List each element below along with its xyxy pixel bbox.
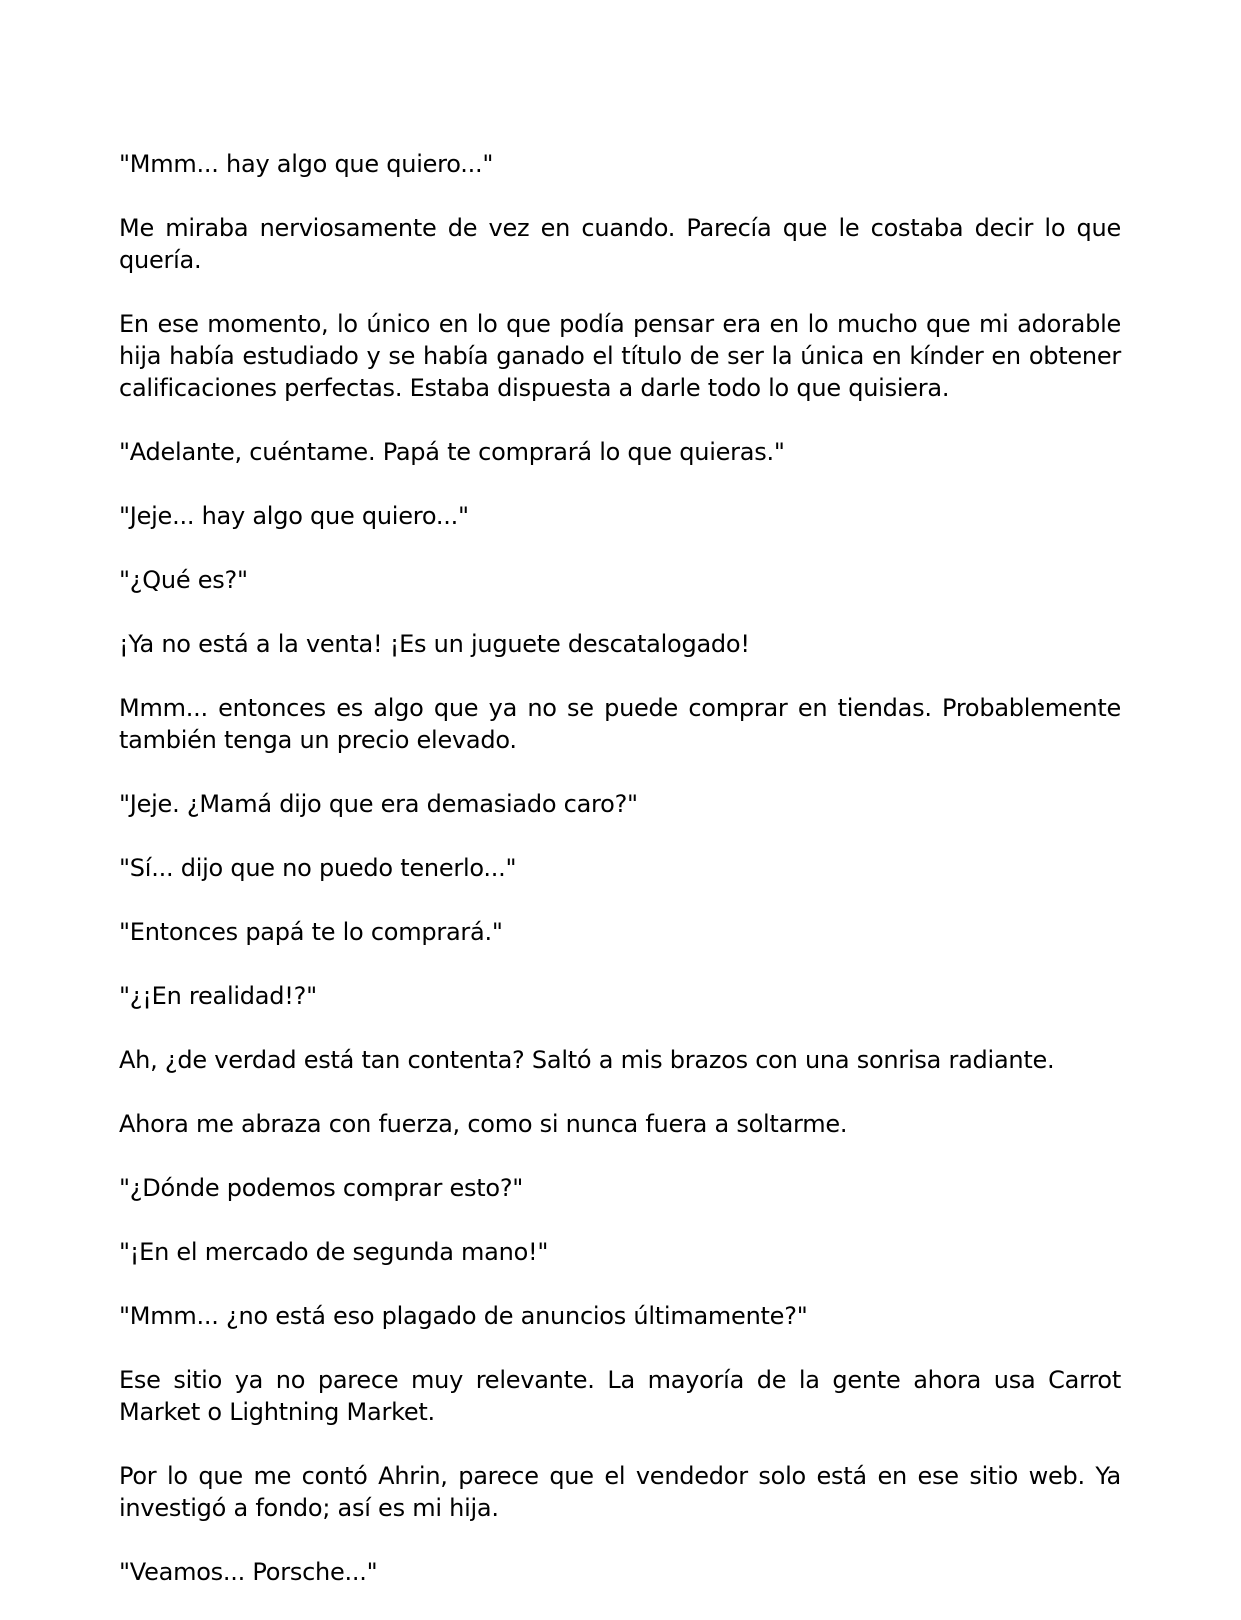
paragraph-9: "Jeje. ¿Mamá dijo que era demasiado caro?": [119, 790, 638, 818]
paragraph-10: "Sí... dijo que no puedo tenerlo...": [119, 854, 517, 882]
document-page: [119, 148, 1121, 1620]
paragraph-14: Ahora me abraza con fuerza, como si nunca fuera a soltarme.: [119, 1110, 848, 1138]
paragraph-5: "Jeje... hay algo que quiero...": [119, 502, 469, 530]
paragraph-6: "¿Qué es?": [119, 566, 248, 594]
paragraph-18: Ese sitio ya no parece muy relevante. La mayoría de la gente ahora usa Carrot Market o Lightning Market.: [119, 1366, 1121, 1426]
paragraph-16: "¡En el mercado de segunda mano!": [119, 1238, 549, 1266]
paragraph-3: En ese momento, lo único en lo que podía pensar era en lo mucho que mi adorable hija había estudiado y se había ganado el título de ser la única en kínder en obtener calificaciones perfectas. Estaba dispuesta a darle todo lo que quisiera.: [119, 310, 1121, 402]
paragraph-8: Mmm... entonces es algo que ya no se puede comprar en tiendas. Probablemente también tenga un precio elevado.: [119, 694, 1121, 754]
paragraph-19: Por lo que me contó Ahrin, parece que el vendedor solo está en ese sitio web. Ya investigó a fondo; así es mi hija.: [119, 1462, 1121, 1522]
paragraph-7: ¡Ya no está a la venta! ¡Es un juguete descatalogado!: [119, 630, 750, 658]
paragraph-1: "Mmm... hay algo que quiero...": [119, 150, 494, 178]
paragraph-13: Ah, ¿de verdad está tan contenta? Saltó a mis brazos con una sonrisa radiante.: [119, 1046, 1055, 1074]
paragraph-20: "Veamos... Porsche...": [119, 1558, 378, 1586]
paragraph-2: Me miraba nerviosamente de vez en cuando. Parecía que le costaba decir lo que quería.: [119, 214, 1121, 274]
paragraph-4: "Adelante, cuéntame. Papá te comprará lo que quieras.": [119, 438, 785, 466]
paragraph-15: "¿Dónde podemos comprar esto?": [119, 1174, 524, 1202]
paragraph-12: "¿¡En realidad!?": [119, 982, 317, 1010]
paragraph-17: "Mmm... ¿no está eso plagado de anuncios últimamente?": [119, 1302, 808, 1330]
paragraph-11: "Entonces papá te lo comprará.": [119, 918, 503, 946]
